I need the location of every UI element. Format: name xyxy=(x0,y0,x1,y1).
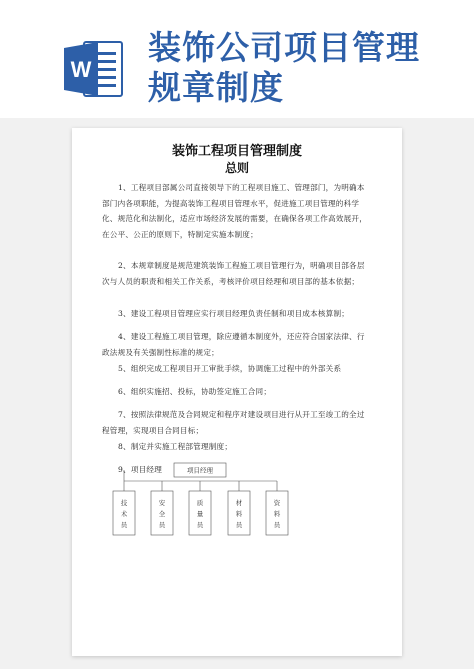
paragraph-8: 8、制定并实施工程部管理制度； xyxy=(118,442,233,451)
org-node-label: 材料员 xyxy=(235,499,243,529)
org-node-label: 技术员 xyxy=(120,499,128,529)
banner-title: 装饰公司项目管理规章制度 xyxy=(148,28,420,107)
org-node-label: 质量员 xyxy=(196,499,204,529)
document-subtitle: 总则 xyxy=(224,161,249,175)
paragraph-3: 3、建设工程项目管理应实行项目经理负责任制和项目成本核算制； xyxy=(118,309,350,318)
paragraph-1: 1、工程项目部属公司直接领导下的工程项目施工、管理部门，为明确本部门内各项职能，为提高装饰工程项目管理水平，促进施工项目管理的科学化、规范化和法制化，适应市场经济发展的需要，在确保各项工作高效展开，在公平、公正的原则下，特制定实施本制度； xyxy=(102,183,367,239)
org-chart xyxy=(72,433,402,663)
org-root-label: 项目经理 xyxy=(187,466,213,475)
org-node-label: 资料员 xyxy=(273,499,281,529)
paragraph-5: 5、组织完成工程项目开工审批手续，协调施工过程中的外部关系 xyxy=(118,364,342,373)
paragraph-6: 6、组织实施招、投标，协助签定施工合同； xyxy=(118,387,272,396)
document-page xyxy=(72,128,402,656)
document-title: 装饰工程项目管理制度 xyxy=(171,144,302,159)
word-icon-letter: W xyxy=(70,57,92,82)
paragraph-7: 7、按照法律规范及合同规定和程序对建设项目进行从开工至竣工的全过程管理，实现项目合同目标； xyxy=(102,410,365,435)
org-node-label: 安全员 xyxy=(158,499,166,529)
banner xyxy=(0,0,474,118)
word-document-icon xyxy=(62,38,124,100)
paragraph-4: 4、建设工程施工项目管理，除应遵循本制度外，还应符合国家法律、行政法规及有关强制性标准的规定； xyxy=(102,332,365,357)
paragraph-2: 2、本规章制度是规范建筑装饰工程施工项目管理行为，明确项目部各层次与人员的职责和相关工作关系，考核评价项目经理和项目部的基本依据； xyxy=(102,261,365,286)
paragraph-9: 9、项目经理 xyxy=(118,465,162,474)
